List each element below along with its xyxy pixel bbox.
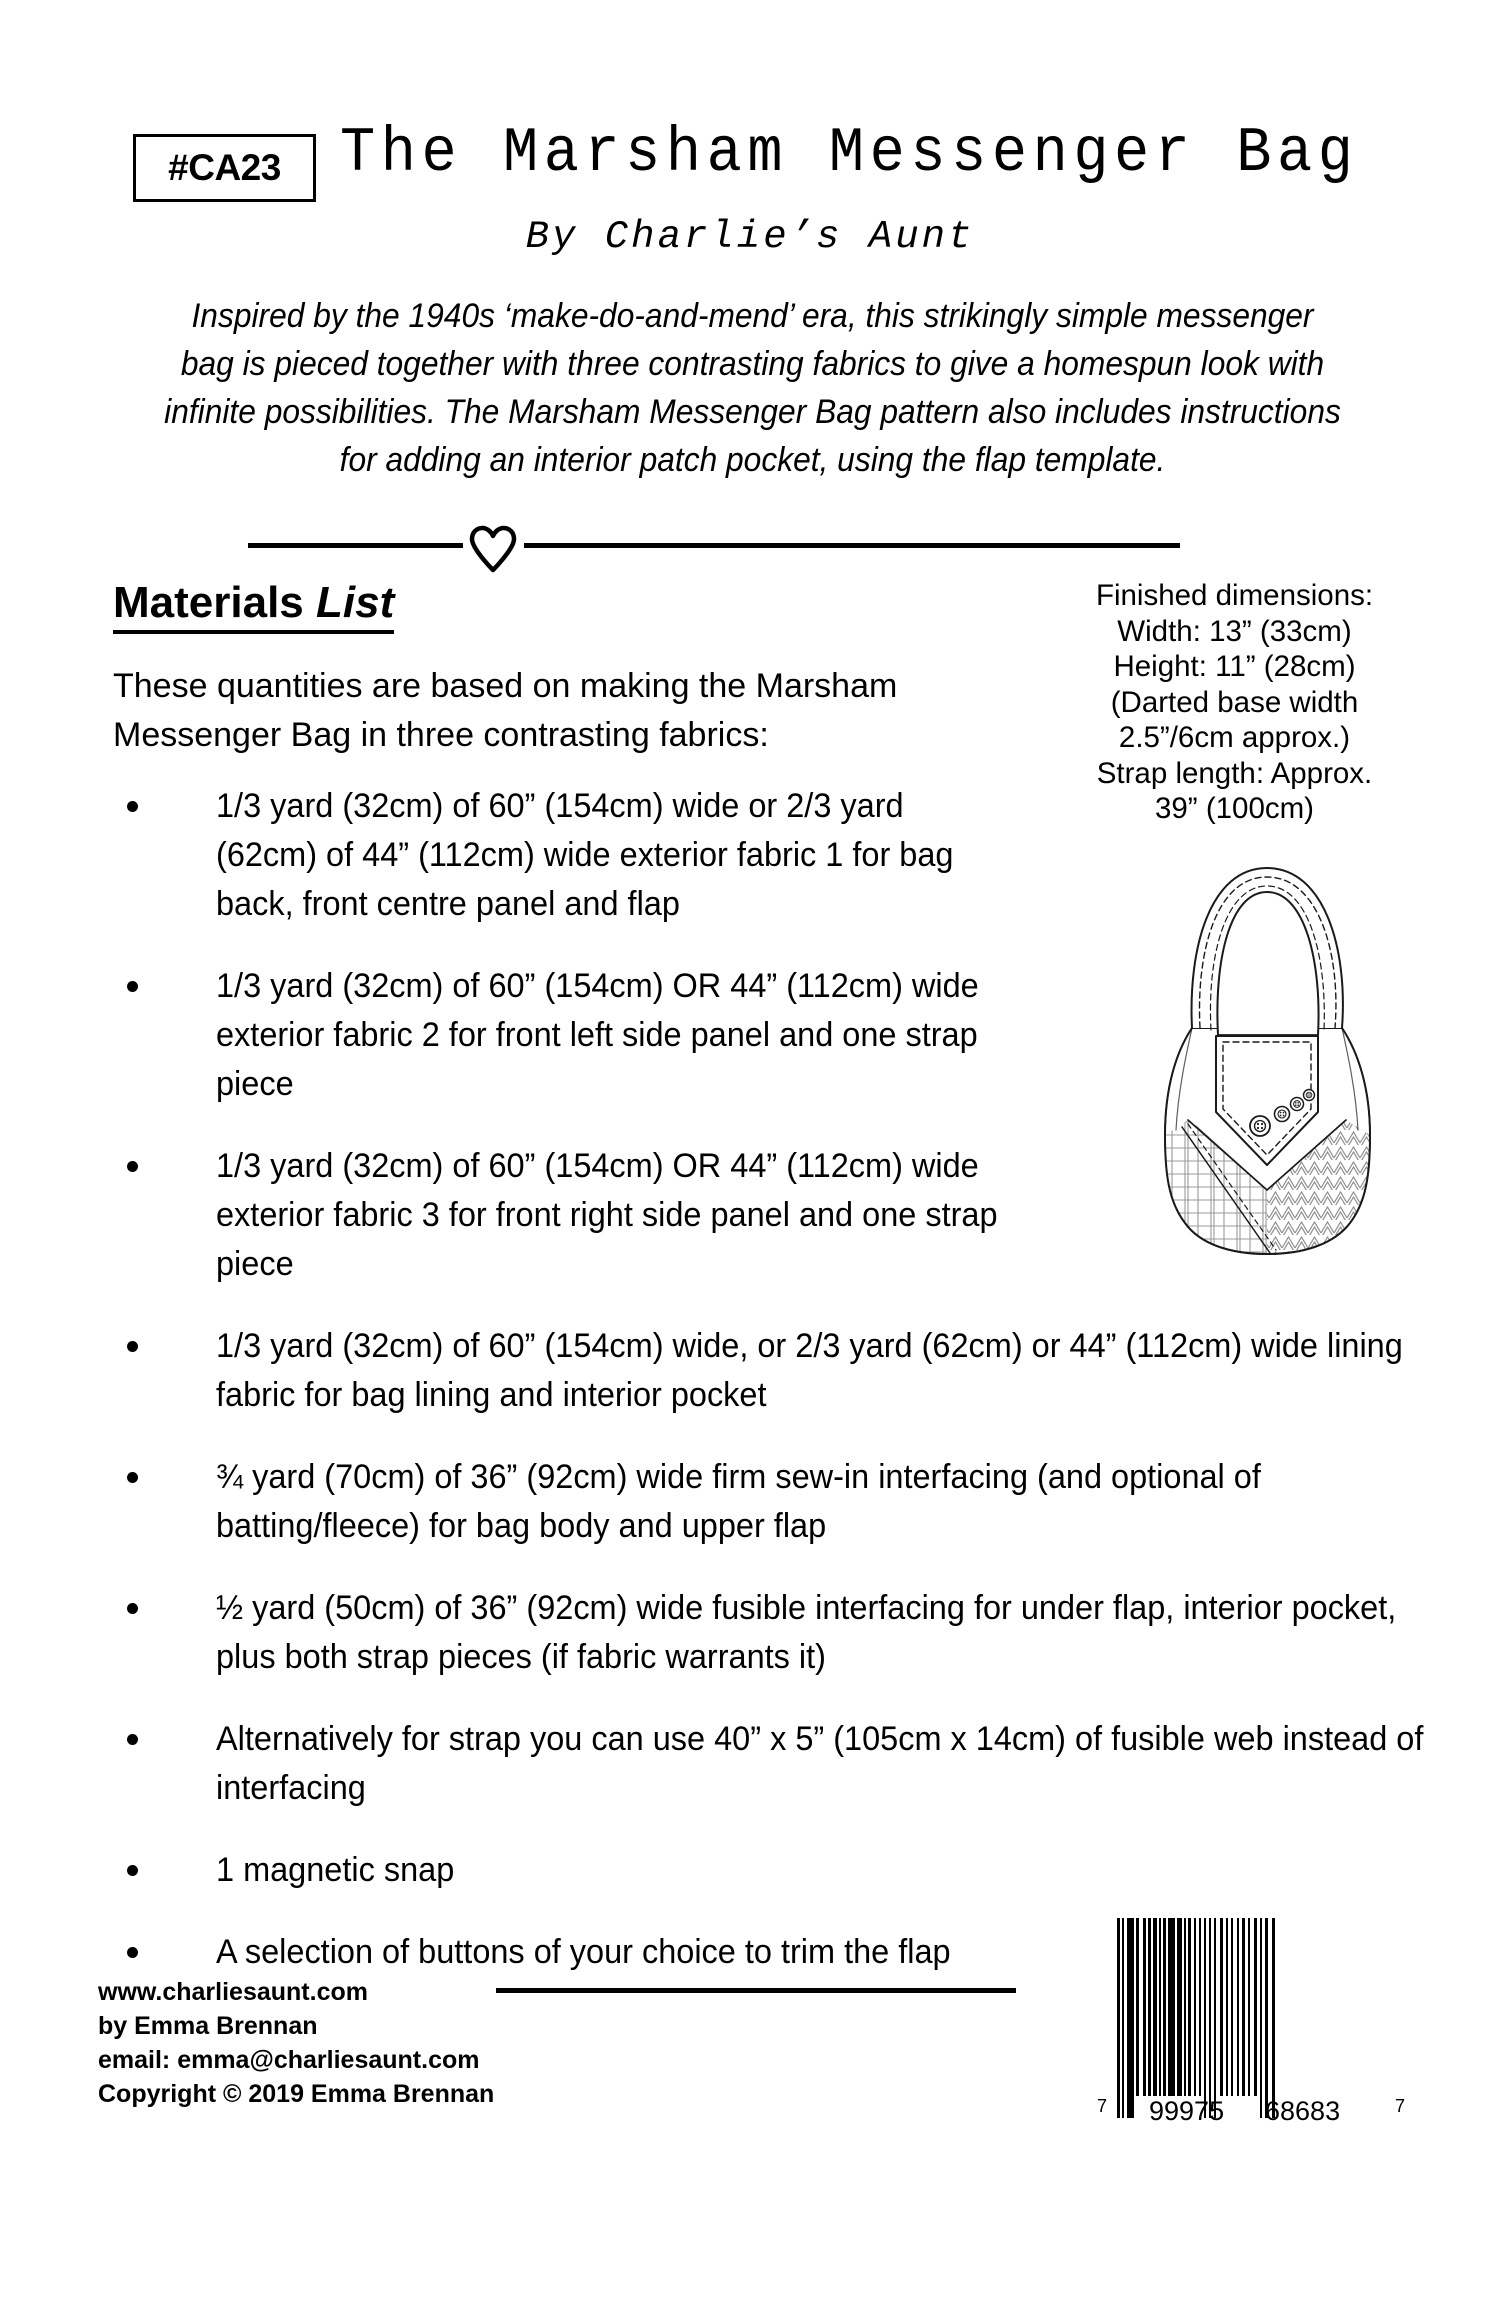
dimension-line: Width: 13” (33cm) — [1117, 614, 1352, 648]
dimension-line: (Darted base width — [1110, 685, 1359, 719]
dimension-line: Finished dimensions: — [1095, 579, 1374, 612]
page-title: The Marsham Messenger Bag — [340, 118, 1359, 189]
list-item-text: 1/3 yard (32cm) of 60” (154cm) OR 44” (112cm) wide exterior fabric 2 for front left side panel and one strap piece — [216, 967, 979, 1103]
divider-rule-left — [248, 543, 463, 548]
page-header — [0, 0, 1500, 300]
bullet-dot-icon — [127, 1161, 138, 1172]
dimension-line: 2.5”/6cm approx.) — [1118, 721, 1351, 754]
bullet-dot-icon — [127, 1472, 138, 1483]
list-item — [113, 962, 1036, 1109]
bullet-dot-icon — [127, 981, 138, 992]
list-item-text: 1/3 yard (32cm) of 60” (154cm) wide, or 2/3 yard (62cm) or 44” (112cm) wide lining fabric for bag lining and interior pocket — [216, 1327, 1403, 1414]
barcode-group-2: 68683 — [1265, 2096, 1341, 2126]
list-item-text: ¾ yard (70cm) of 36” (92cm) wide firm sew-in interfacing (and optional of batting/fleece) for bag body and upper flap — [216, 1458, 1261, 1545]
bullet-dot-icon — [127, 1734, 138, 1745]
bullet-dot-icon — [127, 801, 138, 812]
footer-divider-rule — [496, 1988, 1016, 1993]
footer-copyright: Copyright © 2019 Emma Brennan — [98, 2080, 495, 2108]
heading-word-list: List — [316, 578, 395, 627]
heart-icon — [468, 525, 518, 573]
list-item-text: 1/3 yard (32cm) of 60” (154cm) wide or 2/3 yard (62cm) of 44” (112cm) wide exterior fabric 1 for bag back, front centre panel and flap — [216, 787, 954, 923]
footer-email[interactable]: email: emma@charliesaunt.com — [98, 2046, 480, 2074]
materials-list-heading — [113, 578, 394, 634]
list-item — [113, 1453, 1500, 1551]
list-item-text: Alternatively for strap you can use 40” x 5” (105cm x 14cm) of fusible web instead of interfacing — [216, 1720, 1424, 1807]
list-item — [113, 782, 1036, 929]
list-item — [113, 1584, 1500, 1682]
barcode — [1095, 1918, 1415, 2136]
bullet-dot-icon — [127, 1603, 138, 1614]
list-item-text: 1/3 yard (32cm) of 60” (154cm) OR 44” (112cm) wide exterior fabric 3 for front right side panel and one strap piece — [216, 1147, 998, 1283]
footer-author: by Emma Brennan — [98, 2012, 318, 2040]
pattern-code-badge — [133, 134, 316, 202]
footer-contact-block — [98, 1975, 494, 2111]
list-item — [113, 1322, 1500, 1420]
barcode-digits — [1095, 2096, 1415, 2126]
pattern-code-text: #CA23 — [168, 147, 281, 188]
dimension-line: 39” (100cm) — [1154, 792, 1315, 825]
barcode-left-digit: 7 — [1097, 2096, 1108, 2116]
dimension-line: Height: 11” (28cm) — [1113, 650, 1356, 683]
list-item — [113, 1846, 1500, 1895]
list-item — [113, 1142, 1036, 1289]
bullet-dot-icon — [127, 1865, 138, 1876]
materials-intro-text: These quantities are based on making the Marsham Messenger Bag in three contrasting fabrics: — [113, 667, 898, 754]
bullet-dot-icon — [127, 1947, 138, 1958]
materials-list — [113, 782, 1424, 2010]
heading-word-materials: Materials — [113, 578, 304, 627]
byline: By Charlie’s Aunt — [525, 215, 975, 259]
barcode-right-digit: 7 — [1395, 2096, 1406, 2116]
list-item-text: 1 magnetic snap — [216, 1851, 455, 1889]
dimension-line: Strap length: Approx. — [1096, 756, 1373, 790]
barcode-bars — [1117, 1918, 1393, 2118]
list-item-text: ½ yard (50cm) of 36” (92cm) wide fusible interfacing for under flap, interior pocket, plus both strap pieces (if fabric warrants it) — [216, 1589, 1397, 1676]
list-item-text: A selection of buttons of your choice to trim the flap — [216, 1933, 951, 1971]
intro-paragraph: Inspired by the 1940s ‘make-do-and-mend’ era, this strikingly simple messenger bag is pieced together with three contrasting fabrics to give a homespun look with infinite possibilities. The Marsham Messenger Bag pattern also includes instructions for adding an interior patch pocket, using the flap template. — [164, 297, 1341, 479]
footer-website[interactable]: www.charliesaunt.com — [98, 1978, 368, 2006]
bullet-dot-icon — [127, 1341, 138, 1352]
divider-rule-right — [524, 543, 1180, 548]
list-item — [113, 1715, 1500, 1813]
barcode-group-1: 99975 — [1149, 2096, 1225, 2126]
